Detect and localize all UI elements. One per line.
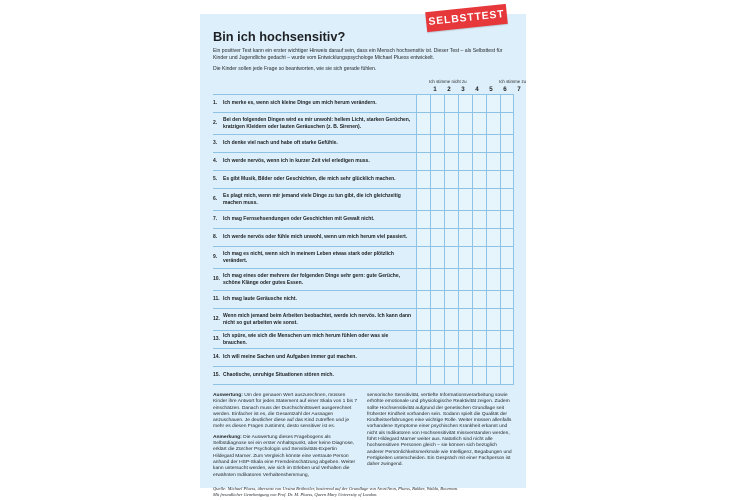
question-text: Es plagt mich, wenn mir jemand viele Dinge zu tun gibt, die ich gleichzeitig machen muss.: [223, 193, 401, 206]
rating-cell-6[interactable]: [486, 269, 500, 290]
question-row: [213, 210, 514, 228]
rating-cell-4[interactable]: [458, 269, 472, 290]
footer-continuation-text: sensorische Sensitivität, vertiefte Informationsverarbeitung sowie erhöhte emotionale und physiologische Reaktivität zeigen. Zudem sollte Hochsensitivität aufgrund der genetischen Grundlage seit frühester Kindheit vorhanden sein. Sodann spielt die Qualität der Kindheitserfahrungen eine wichtige Rolle. Weiter müssen allenfalls vorhandene Symptome einer psychischen Krankheit erkannt und nicht als Indikatoren von Hochsensitivität missverstanden werden, führt Hildegard Marner weiter aus. Natürlich sind nicht alle hochsensitiven Personen gleich – sie können sich bezüglich anderer Persönlichkeitsmerkmale wie Intelligenz, Begabungen und Fertigkeiten unterscheiden. Ein Gespräch mit einer Fachperson ist daher zwingend.: [367, 393, 512, 468]
rating-cell-2[interactable]: [430, 269, 444, 290]
question-text: Ich werde nervös oder fühle mich unwohl, wenn um mich herum viel passiert.: [223, 234, 408, 241]
rating-cell-6[interactable]: [486, 291, 500, 308]
rating-cell-2[interactable]: [430, 95, 444, 112]
rating-cell-2[interactable]: [430, 135, 444, 152]
rating-cell-7[interactable]: [500, 291, 514, 308]
rating-cell-5[interactable]: [472, 135, 486, 152]
rating-cell-6[interactable]: [486, 309, 500, 330]
scale-number: 7: [517, 86, 521, 93]
rating-cell-1[interactable]: [416, 211, 430, 228]
rating-cell-4[interactable]: [458, 291, 472, 308]
rating-cell-1[interactable]: [416, 247, 430, 268]
anmerkung-paragraph: [213, 435, 359, 479]
rating-cell-3[interactable]: [444, 113, 458, 134]
question-row: [213, 290, 514, 308]
rating-cell-3[interactable]: [444, 331, 458, 348]
question-number: 14.: [213, 354, 220, 361]
question-text: Ich werde nervös, wenn ich in kurzer Zeit viel erledigen muss.: [223, 158, 370, 165]
rating-cell-7[interactable]: [500, 349, 514, 366]
rating-cell-3[interactable]: [444, 95, 458, 112]
rating-cell-6[interactable]: [486, 113, 500, 134]
question-row: [213, 268, 514, 290]
rating-cell-1[interactable]: [416, 349, 430, 366]
scale-number: 3: [461, 86, 465, 93]
rating-cell-2[interactable]: [430, 113, 444, 134]
question-text: Ich will meine Sachen und Aufgaben immer gut machen.: [223, 354, 357, 361]
rating-cell-6[interactable]: [486, 171, 500, 188]
question-row: [213, 366, 514, 384]
rating-cell-5[interactable]: [472, 247, 486, 268]
page-title: Bin ich hochsensitiv?: [213, 29, 346, 44]
scale-number: 2: [447, 86, 451, 93]
source-line: [213, 486, 514, 498]
selftest-card: [200, 14, 527, 497]
scale-number: 1: [433, 86, 437, 93]
question-number: 8.: [213, 234, 218, 241]
rating-cell-4[interactable]: [458, 367, 472, 384]
rating-cell-7[interactable]: [500, 211, 514, 228]
rating-cell-3[interactable]: [444, 349, 458, 366]
question-number: 1.: [213, 100, 218, 107]
question-number: 6.: [213, 196, 218, 203]
question-row: [213, 134, 514, 152]
question-list: [213, 94, 514, 385]
rating-cell-6[interactable]: [486, 247, 500, 268]
question-number: 5.: [213, 176, 218, 183]
rating-cell-4[interactable]: [458, 309, 472, 330]
question-number: 12.: [213, 316, 220, 323]
instruction-text: Die Kinder sollen jede Frage so beantworten, wie sie sich gerade fühlen.: [213, 66, 377, 72]
rating-cell-3[interactable]: [444, 247, 458, 268]
question-number: 4.: [213, 158, 218, 165]
rating-cell-7[interactable]: [500, 229, 514, 246]
question-row: [213, 308, 514, 330]
scale-numbers: [428, 86, 526, 94]
question-number: 9.: [213, 254, 218, 261]
rating-cell-1[interactable]: [416, 269, 430, 290]
question-text: Ich merke es, wenn sich kleine Dinge um mich herum verändern.: [223, 100, 377, 107]
auswertung-text: Um den genauen Wert auszurechnen, müssen Kinder ihre Antwort für jedes Statement auf einer Skala von 1 bis 7 einschätzen. Danach muss der Durchschnittswert ausgerechnet werden. Einfacher ist es, die Gesamtzahl der Aussagen anzuschauen. Je deutlicher diese auf das Kind zutreffen und je mehr es diesen Fragen zustimmt, desto sensitiver ist es.: [213, 393, 358, 430]
rating-cell-4[interactable]: [458, 211, 472, 228]
auswertung-paragraph: [213, 393, 359, 431]
rating-cell-6[interactable]: [486, 367, 500, 384]
rating-cell-4[interactable]: [458, 95, 472, 112]
question-number: 13.: [213, 336, 220, 343]
rating-cell-6[interactable]: [486, 135, 500, 152]
rating-cell-5[interactable]: [472, 367, 486, 384]
question-number: 2.: [213, 120, 218, 127]
rating-cell-5[interactable]: [472, 229, 486, 246]
rating-cell-6[interactable]: [486, 95, 500, 112]
rating-cell-2[interactable]: [430, 171, 444, 188]
rating-cell-2[interactable]: [430, 331, 444, 348]
rating-cell-5[interactable]: [472, 171, 486, 188]
rating-cell-3[interactable]: [444, 367, 458, 384]
rating-cell-6[interactable]: [486, 211, 500, 228]
rating-cell-2[interactable]: [430, 153, 444, 170]
rating-cell-5[interactable]: [472, 211, 486, 228]
question-row: [213, 112, 514, 134]
footer-left-column: [213, 393, 359, 483]
rating-cell-2[interactable]: [430, 309, 444, 330]
rating-cell-7[interactable]: [500, 309, 514, 330]
grid-bottom-rule: [213, 384, 514, 385]
rating-cell-1[interactable]: [416, 153, 430, 170]
rating-cell-7[interactable]: [500, 95, 514, 112]
question-text: Ich mag Fernsehsendungen oder Geschichten mit Gewalt nicht.: [223, 216, 375, 223]
question-number: 7.: [213, 216, 218, 223]
rating-cell-3[interactable]: [444, 229, 458, 246]
question-text: Ich mag es nicht, wenn sich in meinem Leben etwas stark oder plötzlich verändert.: [223, 251, 394, 264]
question-text: Ich denke viel nach und habe oft starke Gefühle.: [223, 140, 338, 147]
question-row: [213, 170, 514, 188]
rating-cell-7[interactable]: [500, 189, 514, 210]
rating-cell-2[interactable]: [430, 349, 444, 366]
rating-cell-7[interactable]: [500, 153, 514, 170]
question-text: Es gibt Musik, Bilder oder Geschichten, die mich sehr glücklich machen.: [223, 176, 396, 183]
rating-cell-7[interactable]: [500, 269, 514, 290]
rating-cell-1[interactable]: [416, 229, 430, 246]
rating-cell-5[interactable]: [472, 309, 486, 330]
rating-cell-4[interactable]: [458, 189, 472, 210]
rating-cell-3[interactable]: [444, 291, 458, 308]
rating-cell-1[interactable]: [416, 291, 430, 308]
rating-cell-3[interactable]: [444, 309, 458, 330]
question-text: Ich mag laute Geräusche nicht.: [223, 296, 297, 303]
footer-text: [213, 393, 514, 483]
rating-cell-6[interactable]: [486, 349, 500, 366]
rating-cell-7[interactable]: [500, 135, 514, 152]
rating-cell-5[interactable]: [472, 189, 486, 210]
question-row: [213, 246, 514, 268]
rating-cell-4[interactable]: [458, 247, 472, 268]
rating-cell-4[interactable]: [458, 135, 472, 152]
question-row: [213, 188, 514, 210]
auswertung-label: Auswertung:: [213, 393, 243, 398]
question-text: Wenn mich jemand beim Arbeiten beobachtet, werde ich nervös. Ich kann dann nicht so gut arbeiten wie sonst.: [223, 313, 412, 326]
rating-cell-3[interactable]: [444, 211, 458, 228]
rating-cell-7[interactable]: [500, 247, 514, 268]
rating-cell-5[interactable]: [472, 113, 486, 134]
question-number: 11.: [213, 296, 220, 303]
scale-number: 5: [489, 86, 493, 93]
rating-cell-5[interactable]: [472, 349, 486, 366]
rating-cell-1[interactable]: [416, 113, 430, 134]
rating-cell-5[interactable]: [472, 153, 486, 170]
anmerkung-text: Die Auswertung dieses Fragebogens als Selbstdiagnose sei ein erster Anhaltspunkt, aber keine Diagnose, erklärt die Zürcher Psychologin und Sensitivitäts-Expertin Hildegard Marner. Zum Vergleich könnte eine vertraute Person anhand der HSP-Skala eine Fremdeinschätzung abgeben. Weiter kann untersucht werden, wie sich im Erleben und Verhalten die erwähnten Indikatoren Verhaltenshemmung,: [213, 434, 356, 478]
rating-cell-7[interactable]: [500, 171, 514, 188]
intro-text: Ein positiver Test kann ein erster wichtiger Hinweis darauf sein, dass ein Mensch hochsensitiv ist. Dieser Test – als Selbsttest für Kinder und Jugendliche gedacht – wurde vom Entwicklungspsychologe Michael Pluess entwickelt.: [213, 48, 503, 61]
rating-cell-7[interactable]: [500, 331, 514, 348]
rating-cell-1[interactable]: [416, 367, 430, 384]
anmerkung-label: Anmerkung:: [213, 434, 242, 440]
scale-number: 6: [503, 86, 507, 93]
question-number: 15.: [213, 372, 220, 379]
rating-cell-2[interactable]: [430, 291, 444, 308]
rating-cell-2[interactable]: [430, 367, 444, 384]
question-text: Ich mag eines oder mehrere der folgenden Dinge sehr gern: gute Gerüche, schöne Klänge oder gutes Essen.: [223, 273, 400, 286]
rating-cell-5[interactable]: [472, 331, 486, 348]
rating-cell-1[interactable]: [416, 171, 430, 188]
rating-cell-1[interactable]: [416, 95, 430, 112]
question-row: [213, 330, 514, 348]
rating-cell-7[interactable]: [500, 113, 514, 134]
scale-agree-label: Ich stimme zu: [499, 79, 527, 84]
rating-cell-2[interactable]: [430, 247, 444, 268]
rating-cell-3[interactable]: [444, 269, 458, 290]
source-citation: Quelle: Michael Pluess, übersetzt von Ursina Brühwiler, basierend auf der Grundlage von Aron/Aron, Pluess, Bakker, Walda, Boorman.: [213, 485, 459, 491]
question-number: 3.: [213, 140, 218, 147]
selbsttest-stamp: SELBSTTEST: [425, 4, 508, 32]
rating-cell-6[interactable]: [486, 189, 500, 210]
rating-cell-4[interactable]: [458, 171, 472, 188]
rating-cell-1[interactable]: [416, 135, 430, 152]
rating-cell-3[interactable]: [444, 189, 458, 210]
rating-cell-4[interactable]: [458, 229, 472, 246]
rating-cell-4[interactable]: [458, 331, 472, 348]
rating-cell-4[interactable]: [458, 153, 472, 170]
scale-header: [213, 76, 527, 94]
question-row: [213, 348, 514, 366]
rating-cell-7[interactable]: [500, 367, 514, 384]
question-row: [213, 94, 514, 112]
source-permission: Mit freundlicher Genehmigung von Prof. Dr. M. Pluess, Queen Mary University of London.: [213, 491, 378, 497]
rating-cell-2[interactable]: [430, 211, 444, 228]
question-text: Ich spüre, wie sich die Menschen um mich herum fühlen oder was sie brauchen.: [223, 333, 389, 346]
footer-right-column: [367, 393, 513, 483]
scale-disagree-label: Ich stimme nicht zu: [429, 79, 467, 84]
question-row: [213, 152, 514, 170]
rating-cell-5[interactable]: [472, 291, 486, 308]
rating-cell-2[interactable]: [430, 229, 444, 246]
rating-cell-5[interactable]: [472, 269, 486, 290]
rating-cell-1[interactable]: [416, 309, 430, 330]
rating-cell-3[interactable]: [444, 171, 458, 188]
question-text: Bei den folgenden Dingen wird es mir unwohl: hellem Licht, starken Gerüchen, kratzigen Kleidern oder lauten Geräuschen (z. B. Sirenen).: [223, 117, 411, 130]
rating-cell-4[interactable]: [458, 349, 472, 366]
rating-cell-3[interactable]: [444, 135, 458, 152]
question-row: [213, 228, 514, 246]
rating-cell-6[interactable]: [486, 331, 500, 348]
question-text: Chaotische, unruhige Situationen stören mich.: [223, 372, 334, 379]
rating-cell-4[interactable]: [458, 113, 472, 134]
rating-cell-2[interactable]: [430, 189, 444, 210]
rating-cell-5[interactable]: [472, 95, 486, 112]
rating-cell-6[interactable]: [486, 229, 500, 246]
rating-cell-3[interactable]: [444, 153, 458, 170]
question-number: 10.: [213, 276, 220, 283]
scale-number: 4: [475, 86, 479, 93]
rating-cell-1[interactable]: [416, 189, 430, 210]
rating-cell-6[interactable]: [486, 153, 500, 170]
rating-cell-1[interactable]: [416, 331, 430, 348]
